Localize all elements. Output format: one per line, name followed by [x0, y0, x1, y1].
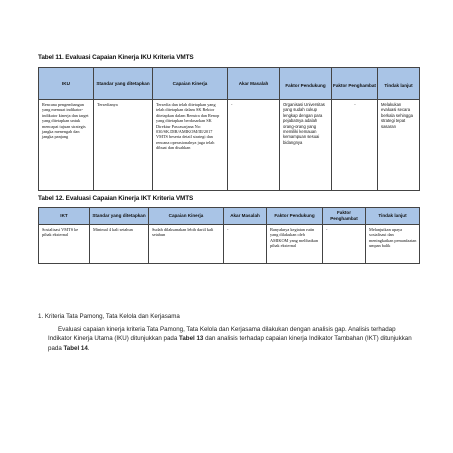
cell-tindak-lanjut: Melanjutkan upaya sosialisasi dan meningkatkan pemanfaatan umpan balik — [366, 225, 420, 264]
cell-tindak-lanjut: Melakukan evaluasi secara berkala sehingga strategi tepat sasaran — [378, 100, 420, 191]
paragraph-text: . — [87, 344, 90, 352]
table-11 — [38, 67, 420, 191]
cell-akar-masalah: - — [224, 225, 267, 264]
header-ikt: IKT — [39, 208, 90, 225]
table-12-caption: Tabel 12. Evaluasi Capaian Kinerja IKT Kriteria VMTS — [38, 195, 194, 202]
section-paragraph — [48, 325, 420, 353]
header-standar: Standar yang ditetapkan — [90, 208, 149, 225]
table-header-row — [39, 208, 420, 225]
table-13-reference: Tabel 13 — [179, 335, 204, 343]
cell-capaian: Tersedia dan telah ditetapkan yang telah ditetapkan dalam SK Rektor ditetapkan dalam Renstra dan Renop yang ditetapkan berdasarkan SK Direktur Pascasarjana No: 030/SK.DIR/AMIKOM/III/2017 VMTS beserta detail strategi dan rencana operasionalnya juga telah dibuat dan disahkan — [153, 100, 228, 191]
cell-faktor-pendukung: Organisasi Universitas yang sudah cukup lengkap dengan para pejabatnya adalah orang-orang yang memiliki kemauan kemampuan sesuai bidangnya — [280, 100, 332, 191]
cell-standar: Minimal 4 kali setahun — [90, 225, 149, 264]
cell-akar-masalah: - — [228, 100, 280, 191]
header-iku: IKU — [39, 68, 94, 100]
header-capaian: Capaian Kinerja — [153, 68, 228, 100]
header-tindak-lanjut: Tindak lanjut — [366, 208, 420, 225]
header-tindak-lanjut: Tindak lanjut — [378, 68, 420, 100]
header-capaian: Capaian Kinerja — [149, 208, 224, 225]
paragraph-text: dan analisis terhadap capaian kinerja Indikator Tambahan (IKT) ditunjukkan pada — [48, 335, 412, 352]
cell-faktor-pendukung: Banyaknya kegiatan rutin yang dilakukan oleh AMIKOM yang melibatkan pihak eksternal — [267, 225, 323, 264]
table-row — [39, 225, 420, 264]
section-heading: 1. Kriteria Tata Pamong, Tata Kelola dan Kerjasama — [38, 313, 180, 320]
table-header-row — [39, 68, 420, 100]
table-12 — [38, 207, 420, 264]
cell-ikt: Sosialisasi VMTS ke pihak eksternal — [39, 225, 90, 264]
header-faktor-pendukung: Faktor Pendukung — [267, 208, 323, 225]
header-faktor-penghambat: Faktor Penghambat — [332, 68, 378, 100]
table-11-caption: Tabel 11. Evaluasi Capaian Kinerja IKU Kriteria VMTS — [38, 54, 194, 61]
header-akar-masalah: Akar Masalah — [228, 68, 280, 100]
header-akar-masalah: Akar Masalah — [224, 208, 267, 225]
cell-faktor-penghambat: - — [332, 100, 378, 191]
cell-faktor-penghambat: - — [323, 225, 366, 264]
cell-iku: Rencana pengembangan yang memuat indikator-indikator kinerja dan target yang ditetapkan untuk mencapai tujuan strategis jangka menengah dan jangka panjang — [39, 100, 94, 191]
header-faktor-pendukung: Faktor Pendukung — [280, 68, 332, 100]
paragraph-text: Evaluasi capaian kinerja kriteria Tata Pamong, Tata Kelola dan Kerjasama dilakukan dengan analisis gap. Analisis terhadap Indikator Kinerja Utama (IKU) ditunjukkan pada — [48, 326, 396, 343]
table-row — [39, 100, 420, 191]
header-faktor-penghambat: Faktor Penghambat — [323, 208, 366, 225]
cell-capaian: Sudah dilaksanakan lebih dari4 kali setahun — [149, 225, 224, 264]
table-14-reference: Tabel 14 — [63, 344, 88, 352]
cell-standar: Tersedianya — [94, 100, 153, 191]
header-standar: Standar yang ditetapkan — [94, 68, 153, 100]
